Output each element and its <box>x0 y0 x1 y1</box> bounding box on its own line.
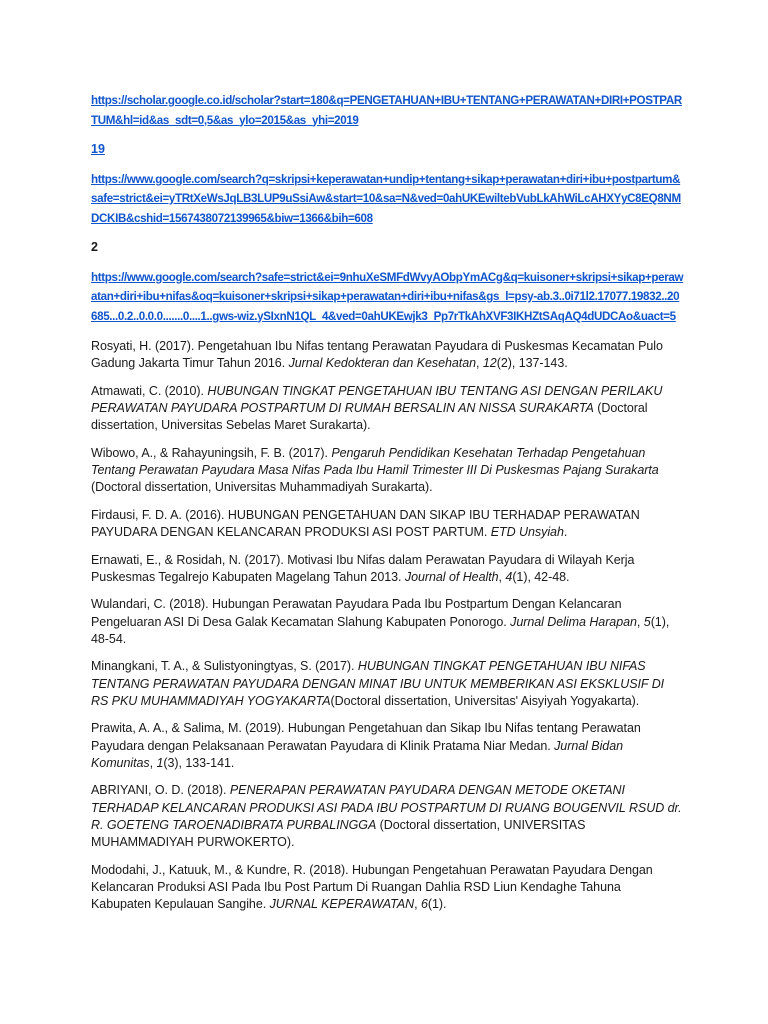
reference-entry: Atmawati, C. (2010). HUBUNGAN TINGKAT PENGETAHUAN IBU TENTANG ASI DENGAN PERILAKU PERAWATAN PAYUDARA POSTPARTUM DI RUMAH BERSALIN AN NISSA SURAKARTA (Doctoral dissertation, Universitas Sebelas Maret Surakarta). <box>91 383 663 433</box>
google-search-link-2[interactable]: https://www.google.com/search?safe=strict&ei=9nhuXeSMFdWvyAObpYmACg&q=kuisoner+skripsi+sikap+perawatan+diri+ibu+nifas&oq=kuisoner+skripsi+sikap+perawatan+diri+ibu+nifas&gs_l=psy-ab.3..0i71l2.17077.19832..20685...0.2..0.0.0.......0....1..gws-wiz.ySIxnN1QL_4&ved=0ahUKEwjk3_Pp7rTkAhXVF3IKHZtSAqAQ4dUDCAo&uact=5 <box>91 270 684 323</box>
reference-entry: Firdausi, F. D. A. (2016). HUBUNGAN PENGETAHUAN DAN SIKAP IBU TERHADAP PERAWATAN PAYUDARA DENGAN KELANCARAN PRODUKSI ASI POST PARTUM. ETD Unsyiah. <box>91 507 640 539</box>
reference-entry: Rosyati, H. (2017). Pengetahuan Ibu Nifas tentang Perawatan Payudara di Puskesmas Kecamatan Pulo Gadung Jakarta Timur Tahun 2016. Jurnal Kedokteran dan Kesehatan, 12(2), 137-143. <box>91 339 663 371</box>
reference-entry: ABRIYANI, O. D. (2018). PENERAPAN PERAWATAN PAYUDARA DENGAN METODE OKETANI TERHADAP KELANCARAN PRODUKSI ASI PADA IBU POSTPARTUM DI RUANG BOUGENVIL RSUD dr. R. GOETENG TAROENADIBRATA PURBALINGGA (Doctoral dissertation, UNIVERSITAS MUHAMMADIYAH PURWOKERTO). <box>91 783 682 849</box>
reference-entry: Mododahi, J., Katuuk, M., & Kundre, R. (2018). Hubungan Pengetahuan Perawatan Payudara Dengan Kelancaran Produksi ASI Pada Ibu Post Partum Di Ruangan Dahlia RSD Liun Kendaghe Tahuna Kabupaten Kepulauan Sangihe. JURNAL KEPERAWATAN, 6(1). <box>91 862 653 911</box>
reference-entry: Ernawati, E., & Rosidah, N. (2017). Motivasi Ibu Nifas dalam Perawatan Payudara di Wilayah Kerja Puskesmas Tegalrejo Kabupaten Magelang Tahun 2013. Journal of Health, 4(1), 42-48. <box>91 552 635 584</box>
reference-entry: Wulandari, C. (2018). Hubungan Perawatan Payudara Pada Ibu Postpartum Dengan Kelancaran Pengeluaran ASI Di Desa Galak Kecamatan Slahung Kabupaten Ponorogo. Jurnal Delima Harapan, 5(1), 48-54. <box>91 597 670 646</box>
google-search-link-1[interactable]: https://www.google.com/search?q=skripsi+keperawatan+undip+tentang+sikap+perawatan+diri+ibu+postpartum&safe=strict&ei=yTRtXeWsJqLB3LUP9uSsiAw&start=10&sa=N&ved=0ahUKEwiltebVubLkAhWiLcAHXYyC8EQ8NMDCKIB&cshid=1567438072139965&biw=1366&bih=608 <box>91 172 681 225</box>
count-text-2: 2 <box>91 240 98 254</box>
reference-entry: Minangkani, T. A., & Sulistyoningtyas, S. (2017). HUBUNGAN TINGKAT PENGETAHUAN IBU NIFAS TENTANG PERAWATAN PAYUDARA DENGAN MINAT IBU UNTUK MEMBERIKAN ASI EKSKLUSIF DI RS PKU MUHAMMADIYAH YOGYAKARTA(Doctoral dissertation, Universitas' Aisyiyah Yogyakarta). <box>91 659 665 708</box>
reference-entry: Prawita, A. A., & Salima, M. (2019). Hubungan Pengetahuan dan Sikap Ibu Nifas tentang Perawatan Payudara dengan Pelaksanaan Perawatan Payudara di Klinik Pratama Niar Medan. Jurnal Bidan Komunitas, 1(3), 133-141. <box>91 721 641 770</box>
count-link-19[interactable]: 19 <box>91 142 105 156</box>
scholar-link[interactable]: https://scholar.google.co.id/scholar?start=180&q=PENGETAHUAN+IBU+TENTANG+PERAWATAN+DIRI+POSTPARTUM&hl=id&as_sdt=0,5&as_ylo=2015&as_yhi=2019 <box>91 94 682 127</box>
reference-entry: Wibowo, A., & Rahayuningsih, F. B. (2017). Pengaruh Pendidikan Kesehatan Terhadap Pengetahuan Tentang Perawatan Payudara Masa Nifas Pada Ibu Hamil Trimester III Di Puskesmas Pajang Surakarta (Doctoral dissertation, Universitas Muhammadiyah Surakarta). <box>91 445 659 495</box>
document-page <box>91 91 684 924</box>
